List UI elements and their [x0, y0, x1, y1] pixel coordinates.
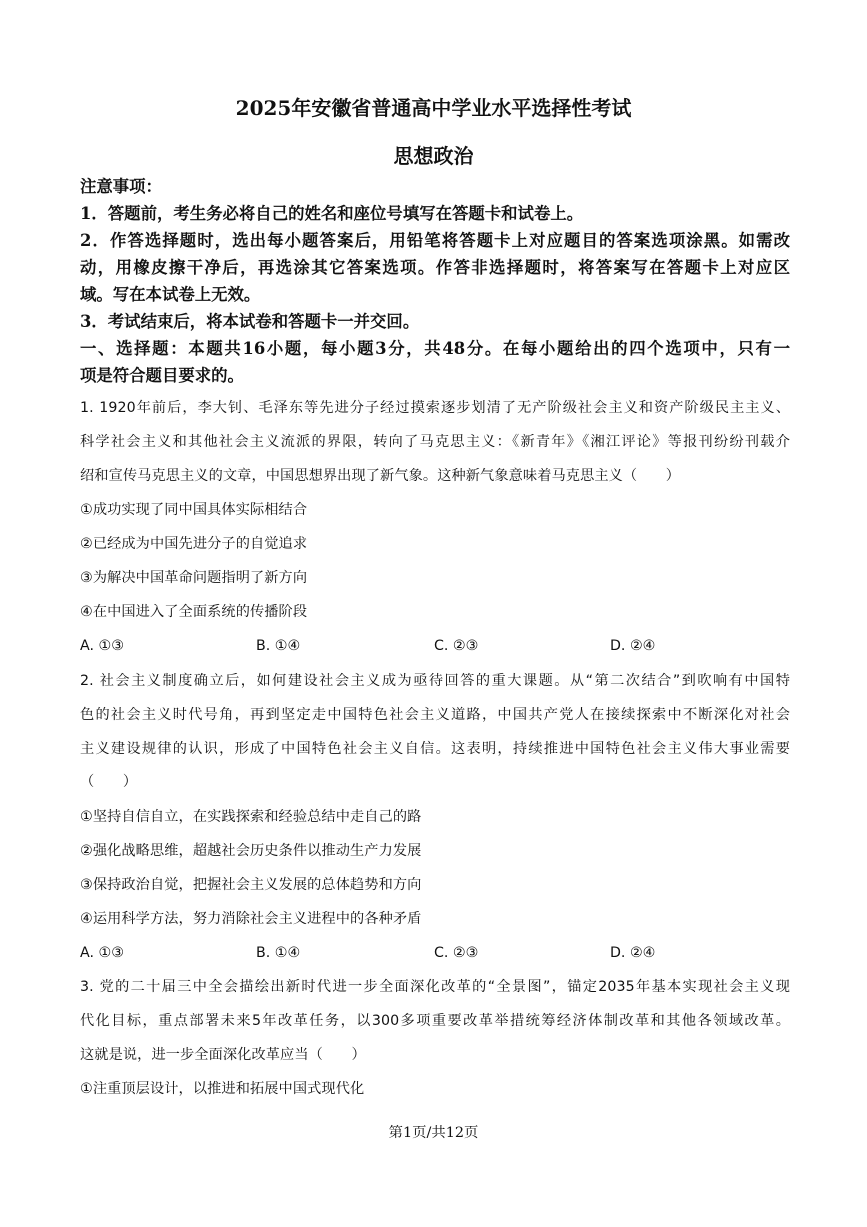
q1-statement-1: ①成功实现了同中国具体实际相结合 — [80, 502, 308, 518]
q1-options — [80, 635, 790, 657]
q1-option-b: B. ①④ — [256, 638, 301, 654]
q1-statement-4: ④在中国进入了全面系统的传播阶段 — [80, 604, 308, 620]
q1-statement-3: ③为解决中国革命问题指明了新方向 — [80, 570, 308, 586]
q2-statement-3: ③保持政治自觉，把握社会主义发展的总体趋势和方向 — [80, 877, 422, 893]
q2-option-b: B. ①④ — [256, 945, 301, 961]
q1-stem-line-3: 绍和宣传马克思主义的文章，中国思想界出现了新气象。这种新气象意味着马克思主义（ ） — [80, 468, 681, 484]
q2-stem-line-1: 2. 社会主义制度确立后，如何建设社会主义成为亟待回答的重大课题。从“第二次结合”到吹响有中国特 — [80, 673, 790, 689]
q2-statement-1: ①坚持自信自立，在实践探索和经验总结中走自己的路 — [80, 809, 422, 825]
notice-heading: 注意事项： — [80, 177, 162, 196]
q2-option-a: A. ①③ — [80, 945, 124, 961]
q1-option-a: A. ①③ — [80, 638, 124, 654]
q2-stem-line-4: （ ） — [80, 774, 138, 790]
q3-stem-line-2: 代化目标，重点部署未来5年改革任务，以300多项重要改革举措统筹经济体制改革和其他各领域改革。 — [80, 1013, 790, 1029]
q2-option-c: C. ②③ — [434, 945, 479, 961]
q1-stem-line-1: 1. 1920年前后，李大钊、毛泽东等先进分子经过摸索逐步划清了无产阶级社会主义和资产阶级民主主义、 — [80, 400, 790, 416]
q3-statement-1: ①注重顶层设计，以推进和拓展中国式现代化 — [80, 1081, 365, 1097]
q2-stem-line-3: 主义建设规律的认识，形成了中国特色社会主义自信。这表明，持续推进中国特色社会主义伟大事业需要 — [80, 741, 790, 757]
q2-statement-2: ②强化战略思维，超越社会历史条件以推动生产力发展 — [80, 843, 422, 859]
exam-subject: 思想政治 — [393, 144, 474, 168]
q3-stem-line-3: 这就是说，进一步全面深化改革应当（ ） — [80, 1047, 366, 1063]
notice-item-1: 1．答题前，考生务必将自己的姓名和座位号填写在答题卡和试卷上。 — [80, 204, 584, 223]
section-heading-line-1: 一、选择题：本题共16小题，每小题3分，共48分。在每小题给出的四个选项中，只有一 — [80, 339, 790, 358]
notice-item-3: 3．考试结束后，将本试卷和答题卡一并交回。 — [80, 312, 420, 331]
exam-title: 2025年安徽省普通高中学业水平选择性考试 — [235, 96, 632, 120]
section-heading-line-2: 项是符合题目要求的。 — [80, 366, 244, 385]
q1-stem-line-2: 科学社会主义和其他社会主义流派的界限，转向了马克思主义：《新青年》《湘江评论》等报刊纷纷刊载介 — [80, 434, 790, 450]
q3-stem-line-1: 3. 党的二十届三中全会描绘出新时代进一步全面深化改革的“全景图”，锚定2035年基本实现社会主义现 — [80, 979, 790, 995]
q2-option-d: D. ②④ — [610, 945, 656, 961]
q1-option-c: C. ②③ — [434, 638, 479, 654]
q2-stem-line-2: 色的社会主义时代号角，再到坚定走中国特色社会主义道路，中国共产党人在接续探索中不断深化对社会 — [80, 707, 790, 723]
q1-option-d: D. ②④ — [610, 638, 656, 654]
notice-item-2-line-2: 动，用橡皮擦干净后，再选涂其它答案选项。作答非选择题时，将答案写在答题卡上对应区 — [80, 258, 790, 277]
notice-item-2-line-1: 2．作答选择题时，选出每小题答案后，用铅笔将答题卡上对应题目的答案选项涂黑。如需改 — [80, 231, 790, 250]
page-number: 第1页/共12页 — [388, 1125, 479, 1141]
q1-statement-2: ②已经成为中国先进分子的自觉追求 — [80, 536, 308, 552]
notice-item-2-line-3: 域。写在本试卷上无效。 — [80, 285, 261, 304]
q2-statement-4: ④运用科学方法，努力消除社会主义进程中的各种矛盾 — [80, 911, 422, 927]
q2-options — [80, 942, 790, 964]
